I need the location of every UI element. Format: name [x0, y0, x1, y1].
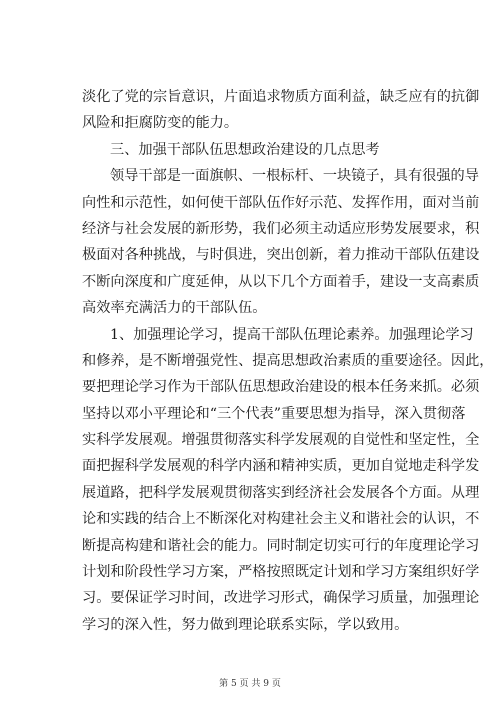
text-line: 淡化了党的宗旨意识，片面追求物质方面利益，缺乏应有的抗御 [82, 89, 480, 105]
section-heading: 三、加强干部队伍思想政治建设的几点思考 [110, 141, 380, 158]
text-line: 学习的深入性，努力做到理论联系实际，学以致用。 [82, 616, 409, 633]
text-line: 论和实践的结合上不断深化对构建社会主义和谐社会的认识，不 [82, 511, 480, 528]
text-line: 风险和拒腐防变的能力。 [82, 115, 239, 132]
text-line: 和修养，是不断增强党性、提高思想政治素质的重要途径。因此， [82, 352, 494, 369]
text-line: 经济与社会发展的新形势，我们必须主动适应形势发展要求，积 [82, 220, 480, 237]
text-line: 习。要保证学习时间，改进学习形式，确保学习质量，加强理论 [82, 590, 480, 607]
page-number-footer: 第 5 页 共 9 页 [219, 679, 281, 689]
text-line: 坚持以邓小平理论和“三个代表”重要思想为指导，深入贯彻落 [82, 405, 466, 422]
text-line: 要把理论学习作为干部队伍思想政治建设的根本任务来抓。必须 [82, 379, 480, 396]
text-line: 不断向深度和广度延伸，从以下几个方面着手，建设一支高素质 [82, 273, 480, 290]
text-line: 极面对各种挑战，与时俱进，突出创新，着力推动干部队伍建设 [82, 247, 480, 264]
text-line: 展道路，把科学发展观贯彻落实到经济社会发展各个方面。从理 [82, 484, 480, 501]
text-line: 领导干部是一面旗帜、一根标杆、一块镜子，具有很强的导 [110, 168, 479, 185]
text-line: 计划和阶段性学习方案，严格按照既定计划和学习方案组织好学 [82, 564, 480, 581]
text-line: 1、加强理论学习，提高干部队伍理论素养。加强理论学习 [110, 326, 474, 343]
text-line: 向性和示范性，如何使干部队伍作好示范、发挥作用，面对当前 [82, 194, 480, 211]
text-line: 实科学发展观。增强贯彻落实科学发展观的自觉性和坚定性，全 [82, 432, 480, 449]
text-line: 面把握科学发展观的科学内涵和精神实质，更加自觉地走科学发 [82, 458, 480, 475]
text-line: 高效率充满活力的干部队伍。 [82, 300, 267, 317]
document-body [82, 84, 494, 638]
text-line: 断提高构建和谐社会的能力。同时制定切实可行的年度理论学习 [82, 537, 480, 554]
